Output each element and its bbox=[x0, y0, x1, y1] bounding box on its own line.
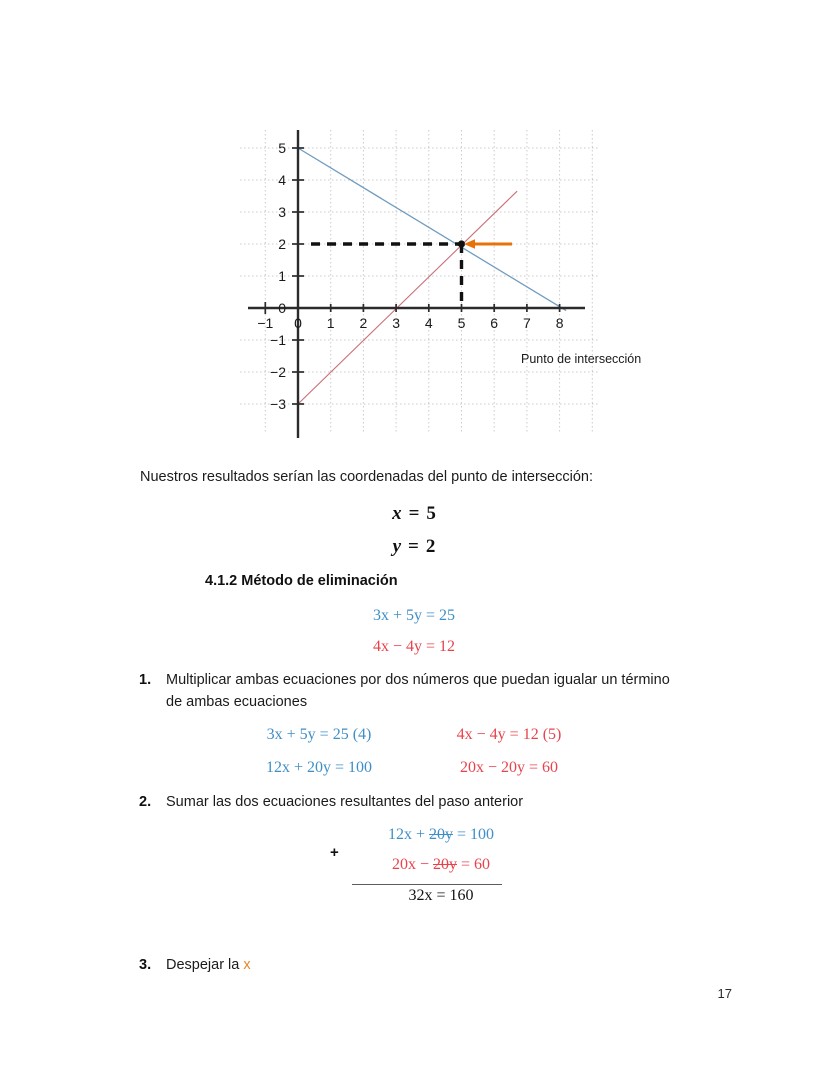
step-1-eq-b-left-cell bbox=[224, 759, 414, 777]
section-heading: 4.1.2 Método de eliminación bbox=[205, 573, 398, 589]
y-tick-label-neg3: −3 bbox=[270, 396, 286, 412]
step-1-eq-a-left: 3x + 5y = 25 (4) bbox=[266, 726, 372, 743]
step-3-number: 3. bbox=[139, 957, 152, 973]
intro-paragraph: Nuestros resultados serían las coordenadas del punto de intersección: bbox=[140, 469, 593, 485]
y-tick-label-5: 5 bbox=[278, 140, 286, 156]
coordinate-plane-svg bbox=[240, 122, 600, 442]
y-tick-label-3: 3 bbox=[278, 204, 286, 220]
step-2-number: 2. bbox=[139, 794, 152, 810]
step-1-eq-a-left-cell bbox=[224, 726, 414, 744]
system-equation-blue-row bbox=[0, 607, 828, 625]
y-tick-label-neg1: −1 bbox=[270, 332, 286, 348]
step-2-addend-1 bbox=[330, 820, 530, 850]
step-2-addend-2-pre: 20x − bbox=[391, 856, 433, 874]
result-equation-y bbox=[0, 536, 828, 558]
x-tick-label-0: 0 bbox=[294, 315, 302, 331]
step-1-text: Multiplicar ambas ecuaciones por dos números que puedan igualar un término de ambas ecuaciones bbox=[166, 672, 670, 710]
result-x-value: 5 bbox=[426, 503, 436, 524]
step-1-number: 1. bbox=[139, 672, 152, 688]
intersection-annotation-label: Punto de intersección bbox=[521, 352, 642, 366]
x-tick-label-1: 1 bbox=[326, 315, 335, 331]
step-2-sum-result: 32x = 160 bbox=[408, 886, 474, 904]
page-number: 17 bbox=[717, 986, 732, 1001]
addition-operator: + bbox=[330, 844, 339, 861]
step-2-addend-2-struck: 20y bbox=[433, 856, 457, 874]
step-1-equation-row-b bbox=[0, 759, 828, 777]
x-tick-label-7: 7 bbox=[523, 315, 531, 331]
step-1-eq-a-right: 4x − 4y = 12 (5) bbox=[456, 726, 562, 743]
system-equation-red-row bbox=[0, 638, 828, 656]
grid-lines bbox=[265, 130, 592, 432]
step-2-addend-1-struck: 20y bbox=[429, 826, 453, 843]
line-blue-equation bbox=[298, 148, 566, 311]
step-1-eq-b-right: 20x − 20y = 60 bbox=[459, 759, 559, 776]
result-y-relation: = bbox=[408, 536, 419, 557]
result-equation-x bbox=[0, 503, 828, 525]
step-3-text bbox=[166, 955, 676, 977]
addition-rule-line bbox=[352, 884, 502, 885]
system-equation-blue: 3x + 5y = 25 bbox=[372, 607, 456, 624]
step-1-eq-b-right-cell bbox=[414, 759, 604, 777]
result-x-variable: x bbox=[392, 503, 402, 524]
result-y-value: 2 bbox=[425, 536, 436, 557]
step-3-variable: x bbox=[243, 957, 251, 973]
step-1-eq-a-right-cell bbox=[414, 726, 604, 744]
step-1-eq-b-left: 12x + 20y = 100 bbox=[265, 759, 373, 776]
step-3-text-pre: Despejar la bbox=[166, 957, 244, 973]
step-2-addition-block bbox=[330, 820, 530, 905]
x-tick-label-2: 2 bbox=[359, 315, 368, 331]
step-2-addend-1-post: = 100 bbox=[453, 826, 495, 843]
intersection-graph-figure bbox=[240, 122, 642, 442]
x-tick-label-8: 8 bbox=[555, 315, 564, 331]
x-tick-label-3: 3 bbox=[392, 315, 400, 331]
x-tick-label-6: 6 bbox=[490, 315, 499, 331]
annotation-arrow-icon bbox=[464, 239, 512, 249]
y-tick-label-2: 2 bbox=[278, 236, 286, 252]
y-tick-label-1: 1 bbox=[278, 268, 286, 284]
step-2-addend-1-pre: 12x + bbox=[387, 826, 429, 843]
y-tick-label-4: 4 bbox=[278, 172, 286, 188]
system-equation-red: 4x − 4y = 12 bbox=[372, 638, 456, 655]
x-tick-label-5: 5 bbox=[457, 315, 466, 331]
y-tick-label-neg2: −2 bbox=[270, 364, 286, 380]
result-y-variable: y bbox=[392, 536, 402, 557]
step-2-addend-2-post: = 60 bbox=[457, 856, 491, 874]
step-2-addend-2 bbox=[330, 850, 530, 880]
step-1-equation-row-a bbox=[0, 726, 828, 744]
result-x-relation: = bbox=[408, 503, 420, 524]
x-tick-label-4: 4 bbox=[424, 315, 433, 331]
step-2-text: Sumar las dos ecuaciones resultantes del paso anterior bbox=[166, 794, 524, 810]
y-tick-label-0: 0 bbox=[278, 300, 286, 316]
x-tick-label-neg1: −1 bbox=[257, 315, 274, 331]
